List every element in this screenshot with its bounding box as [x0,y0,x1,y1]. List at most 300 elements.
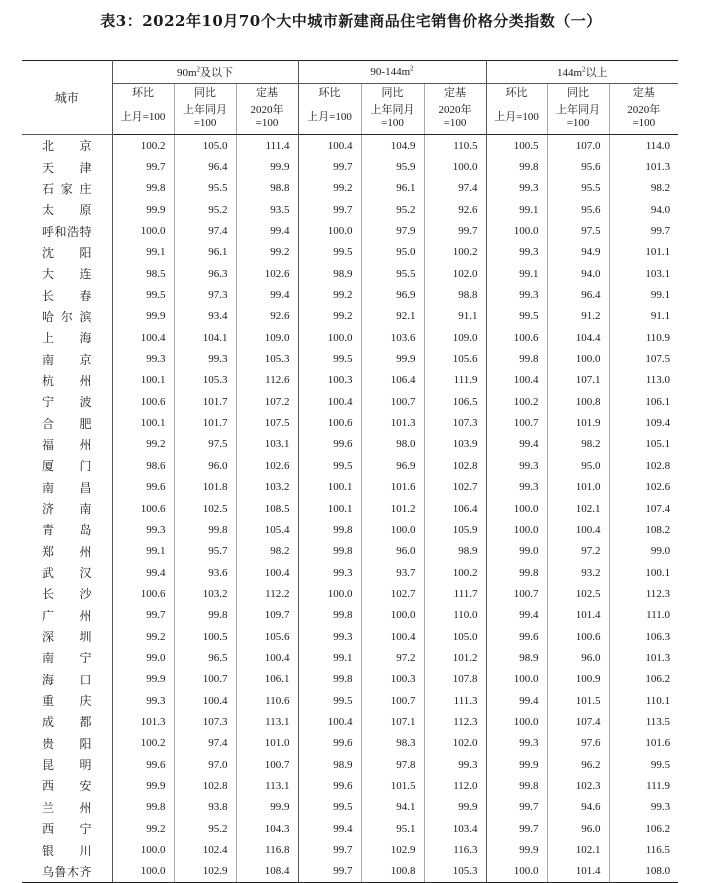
index-value: 100.7 [174,669,236,690]
city-name: 深圳 [22,626,112,647]
index-value: 98.5 [112,263,174,284]
index-value: 99.3 [298,626,361,647]
table-row [22,647,678,668]
index-value: 99.1 [112,242,174,263]
index-value: 91.1 [650,310,671,323]
index-value: 97.9 [361,220,424,241]
index-value: 102.0 [424,733,486,754]
index-value: 101.6 [361,477,424,498]
index-value: 99.3 [112,519,174,540]
city-name: 南昌 [22,477,112,498]
price-index-table [22,60,678,883]
index-value: 100.4 [298,391,361,412]
index-value: 100.0 [486,220,547,241]
index-value: 99.3 [424,754,486,775]
table-row [22,541,678,562]
index-value: 100.4 [547,519,609,540]
table-row [22,178,678,199]
index-value: 105.3 [424,861,486,883]
index-value: 100.2 [424,562,486,583]
index-value: 100.5 [174,626,236,647]
table-row [22,818,678,839]
city-name: 西安 [22,775,112,796]
index-value: 98.9 [424,541,486,562]
index-value: 99.7 [424,220,486,241]
index-value: 112.0 [424,775,486,796]
index-value: 91.2 [547,306,609,327]
index-value: 100.3 [298,370,361,391]
index-value: 99.9 [236,797,298,818]
index-value: 96.9 [361,455,424,476]
table-row [22,306,678,327]
index-value: 99.9 [236,156,298,177]
city-name: 石家庄 [22,178,112,199]
table-body [22,135,678,883]
index-value: 101.4 [547,605,609,626]
index-value: 99.7 [486,797,547,818]
index-value: 101.9 [547,412,609,433]
index-value: 107.5 [645,353,671,366]
index-value: 107.3 [174,711,236,732]
index-value: 99.4 [298,818,361,839]
index-value: 99.2 [298,284,361,305]
index-value: 99.9 [112,775,174,796]
index-value: 99.0 [650,545,671,558]
index-value: 94.9 [547,242,609,263]
index-value: 99.6 [112,477,174,498]
city-name: 长沙 [22,583,112,604]
index-value: 100.0 [486,861,547,883]
city-name: 西宁 [22,818,112,839]
index-value: 94.6 [547,797,609,818]
index-value: 99.5 [650,758,671,771]
index-value: 102.8 [424,455,486,476]
index-value: 99.3 [112,348,174,369]
city-name: 广州 [22,605,112,626]
index-value: 99.8 [298,669,361,690]
index-value: 101.5 [547,690,609,711]
city-name: 济南 [22,498,112,519]
index-value: 97.6 [547,733,609,754]
table-row [22,242,678,263]
index-value: 99.1 [298,647,361,668]
index-value: 100.0 [112,861,174,883]
index-value: 100.0 [547,348,609,369]
subheader-yoy: 同比 [547,84,609,101]
index-value: 99.3 [486,178,547,199]
index-value: 95.2 [361,199,424,220]
table-row [22,284,678,305]
city-column-header: 城市 [22,61,112,135]
index-value: 101.2 [361,498,424,519]
table-row [22,327,678,348]
index-value: 107.1 [361,711,424,732]
index-value: 107.5 [236,412,298,433]
index-value: 109.4 [645,417,671,430]
index-value: 97.2 [361,647,424,668]
index-value: 110.5 [424,135,486,157]
index-value: 95.5 [361,263,424,284]
index-value: 94.0 [650,203,671,216]
table-row [22,626,678,647]
index-value: 99.8 [298,605,361,626]
index-value: 100.8 [547,391,609,412]
index-value: 103.1 [236,434,298,455]
index-value: 106.5 [424,391,486,412]
city-name: 南京 [22,348,112,369]
table-row [22,562,678,583]
index-value: 100.3 [361,669,424,690]
index-value: 100.6 [112,498,174,519]
index-value: 105.6 [236,626,298,647]
index-value: 93.5 [236,199,298,220]
index-value: 113.0 [645,374,671,387]
index-value: 99.6 [112,754,174,775]
index-value: 107.8 [424,669,486,690]
index-value: 101.0 [236,733,298,754]
table-row [22,348,678,369]
city-name: 厦门 [22,455,112,476]
index-value: 99.8 [298,519,361,540]
index-value: 95.5 [174,178,236,199]
index-value: 98.0 [361,434,424,455]
city-name: 长春 [22,284,112,305]
city-name: 武汉 [22,562,112,583]
index-value: 99.8 [112,178,174,199]
index-value: 97.4 [174,733,236,754]
index-value: 112.2 [236,583,298,604]
table-row [22,711,678,732]
index-value: 100.7 [361,690,424,711]
index-value: 99.9 [424,797,486,818]
index-value: 94.0 [547,263,609,284]
index-value: 101.3 [645,161,671,174]
city-name: 上海 [22,327,112,348]
index-value: 106.1 [236,669,298,690]
index-value: 100.6 [112,391,174,412]
index-value: 100.1 [112,370,174,391]
city-name: 乌鲁木齐 [22,861,112,883]
index-value: 99.5 [298,690,361,711]
index-value: 93.6 [174,562,236,583]
index-value: 99.7 [486,818,547,839]
group-header-small: $90m^2$及以下 [112,61,298,84]
index-value: 99.7 [298,839,361,860]
index-value: 102.3 [547,775,609,796]
table-row [22,669,678,690]
index-value: 102.0 [424,263,486,284]
index-value: 103.9 [424,434,486,455]
table-row [22,797,678,818]
index-value: 100.6 [112,583,174,604]
index-value: 92.6 [236,306,298,327]
index-value: 97.4 [424,178,486,199]
index-value: 100.4 [361,626,424,647]
index-value: 99.7 [298,861,361,883]
index-value: 99.2 [112,434,174,455]
index-value: 95.2 [174,199,236,220]
index-value: 100.4 [236,647,298,668]
table-row [22,199,678,220]
index-value: 100.4 [486,370,547,391]
index-value: 99.3 [486,733,547,754]
index-value: 102.8 [174,775,236,796]
table-row [22,690,678,711]
index-value: 99.6 [486,626,547,647]
index-value: 100.0 [298,220,361,241]
index-value: 104.1 [174,327,236,348]
index-value: 100.8 [361,861,424,883]
index-value: 99.8 [174,605,236,626]
index-value: 99.9 [361,348,424,369]
index-value: 105.4 [236,519,298,540]
index-value: 95.9 [361,156,424,177]
city-name: 南宁 [22,647,112,668]
index-value: 106.4 [424,498,486,519]
city-name: 杭州 [22,370,112,391]
index-value: 99.0 [486,541,547,562]
index-value: 99.4 [486,434,547,455]
index-value: 113.1 [236,775,298,796]
table-row [22,135,678,157]
index-value: 98.3 [361,733,424,754]
city-name: 呼和浩特 [22,220,112,241]
index-value: 116.8 [236,839,298,860]
index-value: 96.0 [174,455,236,476]
index-value: 101.4 [547,861,609,883]
index-value: 113.5 [645,715,671,728]
index-value: 100.0 [112,220,174,241]
index-value: 102.5 [174,498,236,519]
index-value: 101.5 [361,775,424,796]
index-value: 96.0 [547,818,609,839]
index-value: 107.4 [645,502,671,515]
index-value: 106.3 [645,630,671,643]
index-value: 97.0 [174,754,236,775]
index-value: 95.6 [547,199,609,220]
index-value: 100.0 [424,156,486,177]
index-value: 101.3 [645,651,671,664]
index-value: 112.3 [645,587,671,600]
index-value: 95.7 [174,541,236,562]
index-value: 106.4 [361,370,424,391]
city-name: 天津 [22,156,112,177]
index-value: 102.5 [547,583,609,604]
index-value: 114.0 [645,139,671,152]
base-label-mom: 上月=100 [112,100,174,135]
index-value: 100.0 [486,711,547,732]
index-value: 97.8 [361,754,424,775]
index-value: 99.8 [112,797,174,818]
index-value: 110.0 [424,605,486,626]
base-label-mom: 上月=100 [298,100,361,135]
table-row [22,583,678,604]
index-value: 99.4 [486,605,547,626]
subheader-base: 定基 [236,84,298,101]
subheader-base: 定基 [632,87,655,99]
index-value: 100.0 [361,605,424,626]
index-value: 102.1 [547,839,609,860]
index-value: 100.7 [361,391,424,412]
index-value: 105.1 [645,438,671,451]
index-value: 109.0 [424,327,486,348]
index-value: 97.3 [174,284,236,305]
index-value: 112.6 [236,370,298,391]
index-value: 100.4 [112,327,174,348]
table-row [22,412,678,433]
city-name: 大连 [22,263,112,284]
index-value: 104.9 [361,135,424,157]
index-value: 98.9 [298,754,361,775]
table-row [22,477,678,498]
index-value: 109.0 [236,327,298,348]
index-value: 111.9 [646,779,671,792]
index-value: 102.8 [645,459,671,472]
index-value: 99.4 [236,220,298,241]
index-value: 97.4 [174,220,236,241]
index-value: 98.8 [424,284,486,305]
table-row [22,775,678,796]
index-value: 99.1 [112,541,174,562]
index-value: 101.8 [174,477,236,498]
index-value: 100.5 [486,135,547,157]
index-value: 96.4 [174,156,236,177]
index-value: 99.4 [486,690,547,711]
index-value: 99.5 [486,306,547,327]
index-value: 99.5 [298,797,361,818]
index-value: 100.7 [236,754,298,775]
index-value: 99.7 [298,199,361,220]
index-value: 100.0 [112,839,174,860]
index-value: 100.2 [112,733,174,754]
table-title: 表3：2022年10月70个大中城市新建商品住宅销售价格分类指数（一） [100,12,602,30]
index-value: 96.9 [361,284,424,305]
index-value: 99.4 [112,562,174,583]
index-value: 98.2 [547,434,609,455]
index-value: 110.6 [236,690,298,711]
index-value: 99.5 [298,242,361,263]
city-name: 沈阳 [22,242,112,263]
index-value: 100.4 [298,135,361,157]
index-value: 102.6 [236,263,298,284]
index-value: 110.1 [645,694,671,707]
index-value: 95.1 [361,818,424,839]
index-value: 95.0 [361,242,424,263]
index-value: 99.7 [298,156,361,177]
index-value: 98.9 [298,263,361,284]
index-value: 104.3 [236,818,298,839]
index-value: 96.1 [174,242,236,263]
index-value: 99.5 [298,348,361,369]
index-value: 96.2 [547,754,609,775]
index-value: 99.8 [298,541,361,562]
index-value: 102.9 [174,861,236,883]
index-value: 95.2 [174,818,236,839]
index-value: 99.0 [112,647,174,668]
index-value: 101.3 [361,412,424,433]
index-value: 102.6 [236,455,298,476]
base-label-yoy: 上年同月 =100 [547,100,609,135]
city-name: 福州 [22,434,112,455]
index-value: 99.9 [486,839,547,860]
index-value: 101.1 [645,246,671,259]
index-value: 112.3 [424,711,486,732]
index-value: 96.4 [547,284,609,305]
index-value: 107.0 [547,135,609,157]
city-name: 太原 [22,199,112,220]
index-value: 113.1 [236,711,298,732]
city-name: 哈尔滨 [22,306,112,327]
index-value: 101.2 [424,647,486,668]
index-value: 95.6 [547,156,609,177]
table-row [22,605,678,626]
index-value: 100.2 [424,242,486,263]
index-value: 111.7 [424,583,486,604]
index-value: 111.9 [424,370,486,391]
index-value: 105.3 [236,348,298,369]
subheader-mom: 环比 [486,84,547,101]
index-value: 99.4 [236,284,298,305]
index-value: 100.0 [298,327,361,348]
city-name: 合肥 [22,412,112,433]
index-value: 100.6 [486,327,547,348]
index-value: 97.5 [174,434,236,455]
city-name: 青岛 [22,519,112,540]
index-value: 106.1 [645,395,671,408]
index-value: 99.3 [486,477,547,498]
index-value: 96.5 [174,647,236,668]
index-value: 92.6 [424,199,486,220]
city-name: 郑州 [22,541,112,562]
index-value: 98.2 [236,541,298,562]
table-row [22,754,678,775]
subheader-base: 定基 [424,84,486,101]
table-row [22,391,678,412]
index-value: 99.2 [236,242,298,263]
index-value: 96.3 [174,263,236,284]
index-value: 100.0 [486,498,547,519]
index-value: 116.3 [424,839,486,860]
index-value: 97.2 [547,541,609,562]
index-value: 100.2 [112,135,174,157]
index-value: 97.5 [547,220,609,241]
index-value: 108.5 [236,498,298,519]
index-value: 116.5 [645,844,671,857]
base-label-mom: 上月=100 [486,100,547,135]
index-value: 100.7 [486,412,547,433]
index-value: 107.2 [236,391,298,412]
index-value: 99.8 [486,562,547,583]
index-value: 111.4 [236,135,298,157]
index-value: 105.0 [424,626,486,647]
index-value: 98.2 [650,182,671,195]
index-value: 95.5 [547,178,609,199]
index-value: 101.6 [645,737,671,750]
index-value: 99.1 [486,199,547,220]
subheader-yoy: 同比 [174,84,236,101]
index-value: 94.1 [361,797,424,818]
table-row [22,455,678,476]
index-value: 100.7 [486,583,547,604]
index-value: 99.2 [298,178,361,199]
index-value: 93.2 [547,562,609,583]
city-name: 海口 [22,669,112,690]
index-value: 101.3 [112,711,174,732]
index-value: 101.0 [547,477,609,498]
index-value: 107.4 [547,711,609,732]
index-value: 93.7 [361,562,424,583]
index-value: 95.0 [547,455,609,476]
